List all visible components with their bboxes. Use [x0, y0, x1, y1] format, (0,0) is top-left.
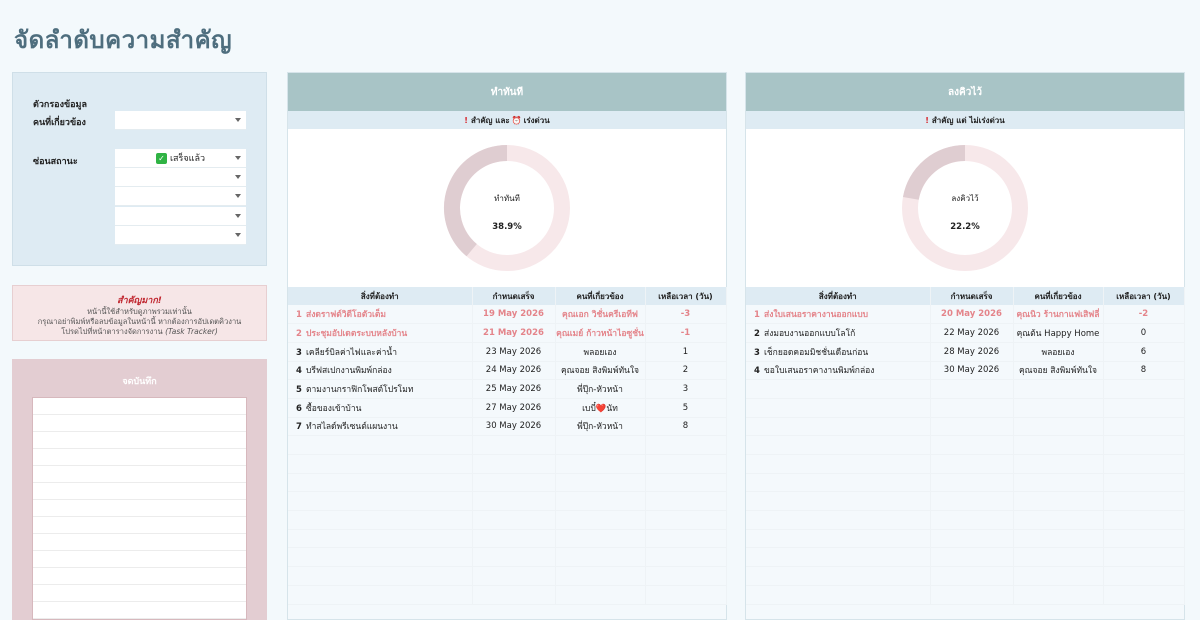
empty-cell — [930, 548, 1013, 567]
empty-cell — [746, 417, 930, 436]
chevron-down-icon — [235, 233, 241, 237]
donut-svg — [288, 129, 726, 287]
section-subheader — [288, 111, 726, 129]
empty-cell — [645, 529, 726, 548]
empty-cell — [555, 473, 645, 492]
warning-line-2: กรุณาอย่าพิมพ์หรือลบข้อมูลในหน้านี้ หากต้องการอัปเดตคิวงาน — [37, 317, 242, 326]
empty-cell — [1103, 567, 1184, 586]
column-header: คนที่เกี่ยวข้อง — [1013, 287, 1103, 305]
task-name: ส่งใบเสนอราคางานออกแบบ — [764, 310, 869, 321]
column-header: เหลือเวลา (วัน) — [645, 287, 726, 305]
empty-cell — [930, 492, 1013, 511]
task-name-cell — [288, 380, 472, 399]
empty-cell — [288, 473, 472, 492]
person-cell: พี่ปุ๊ก-หัวหน้า — [555, 417, 645, 436]
row-number: 1 — [754, 310, 760, 321]
table-row — [288, 305, 726, 324]
empty-row — [746, 417, 1184, 436]
table-row — [288, 342, 726, 361]
empty-cell — [1013, 473, 1103, 492]
due-date-cell: 28 May 2026 — [930, 342, 1013, 361]
task-name: ประชุมอัปเดตระบบหลังบ้าน — [306, 329, 408, 340]
empty-row — [288, 567, 726, 586]
hide-status-dropdown-3[interactable] — [115, 187, 246, 206]
empty-cell — [288, 492, 472, 511]
empty-cell — [1103, 492, 1184, 511]
warning-line-3 — [13, 327, 266, 337]
empty-cell — [288, 529, 472, 548]
empty-row — [746, 567, 1184, 586]
empty-cell — [1013, 492, 1103, 511]
empty-cell — [746, 548, 930, 567]
empty-cell — [1103, 417, 1184, 436]
empty-cell — [472, 511, 555, 530]
exclamation-icon: ! — [464, 115, 468, 125]
empty-cell — [1103, 436, 1184, 455]
person-cell: คุณต้น Happy Home — [1013, 324, 1103, 343]
empty-cell — [1013, 380, 1103, 399]
table-header-row — [288, 287, 726, 305]
person-filter-dropdown[interactable] — [115, 111, 246, 130]
empty-cell — [1103, 398, 1184, 417]
empty-row — [288, 585, 726, 604]
task-name: ทำสไลด์พรีเซนต์แผนงาน — [306, 422, 398, 433]
days-left-cell: -1 — [645, 324, 726, 343]
empty-cell — [472, 473, 555, 492]
empty-cell — [472, 529, 555, 548]
empty-cell — [1013, 567, 1103, 586]
empty-cell — [555, 529, 645, 548]
warning-panel — [12, 285, 267, 341]
due-date-cell: 19 May 2026 — [472, 305, 555, 324]
column-header: สิ่งที่ต้องทำ — [746, 287, 930, 305]
task-name: เช็กยอดคอมมิชชั่นเดือนก่อน — [764, 347, 869, 358]
task-name-cell — [288, 342, 472, 361]
task-name-cell — [288, 417, 472, 436]
empty-cell — [1103, 455, 1184, 474]
empty-cell — [930, 473, 1013, 492]
empty-cell — [746, 455, 930, 474]
task-name: ส่งดราฟต์วิดีโอตัวเต็ม — [306, 310, 387, 321]
table-row — [746, 305, 1184, 324]
hide-status-label: ซ่อนสถานะ — [33, 157, 78, 167]
empty-cell — [645, 492, 726, 511]
empty-cell — [472, 567, 555, 586]
empty-cell — [1013, 398, 1103, 417]
empty-row — [746, 398, 1184, 417]
task-name-cell — [746, 342, 930, 361]
empty-row — [746, 455, 1184, 474]
empty-cell — [930, 567, 1013, 586]
donut-percent: 22.2% — [950, 222, 980, 232]
empty-cell — [1013, 548, 1103, 567]
empty-row — [288, 548, 726, 567]
notes-textarea[interactable] — [32, 397, 247, 620]
empty-row — [288, 529, 726, 548]
donut-label: ลงคิวไว้ — [951, 194, 979, 203]
hide-status-dropdown-4[interactable] — [115, 207, 246, 226]
empty-row — [288, 436, 726, 455]
donut-percent: 38.9% — [492, 222, 522, 232]
task-name: เคลียร์บิลค่าไฟและค่าน้ำ — [306, 347, 397, 358]
empty-cell — [746, 567, 930, 586]
warning-title: สำคัญมาก! — [117, 296, 162, 306]
empty-row — [288, 511, 726, 530]
due-date-cell: 24 May 2026 — [472, 361, 555, 380]
empty-cell — [1013, 455, 1103, 474]
table-row — [746, 342, 1184, 361]
task-name-cell — [746, 361, 930, 380]
filter-panel — [12, 72, 267, 266]
warning-line-3-text: โปรดไปที่หน้าตารางจัดการงาน — [61, 327, 163, 336]
due-date-cell: 22 May 2026 — [930, 324, 1013, 343]
column-header: สิ่งที่ต้องทำ — [288, 287, 472, 305]
donut-chart — [288, 129, 726, 287]
empty-cell — [1013, 417, 1103, 436]
chevron-down-icon — [235, 194, 241, 198]
empty-cell — [555, 567, 645, 586]
empty-cell — [930, 511, 1013, 530]
empty-cell — [1103, 585, 1184, 604]
empty-cell — [1103, 548, 1184, 567]
table-row — [288, 417, 726, 436]
hide-status-value-1: เสร็จแล้ว — [169, 154, 206, 164]
days-left-cell: 1 — [645, 342, 726, 361]
empty-cell — [746, 529, 930, 548]
task-name-cell — [288, 361, 472, 380]
task-name-cell — [746, 305, 930, 324]
empty-cell — [930, 417, 1013, 436]
empty-cell — [555, 548, 645, 567]
section-do-now — [287, 72, 727, 620]
row-number: 5 — [296, 385, 302, 396]
task-name-cell — [288, 398, 472, 417]
subheader-suffix: เร่งด่วน — [523, 115, 550, 125]
row-number: 2 — [754, 329, 760, 340]
empty-cell — [645, 585, 726, 604]
donut-chart — [746, 129, 1184, 287]
empty-cell — [472, 585, 555, 604]
column-header: เหลือเวลา (วัน) — [1103, 287, 1184, 305]
task-table — [746, 287, 1185, 605]
empty-cell — [1013, 436, 1103, 455]
empty-cell — [1103, 529, 1184, 548]
task-name: ขอใบเสนอราคางานพิมพ์กล่อง — [764, 366, 875, 377]
notes-panel — [12, 359, 267, 620]
task-name: ตามงานกราฟิกโพสต์โปรโมท — [306, 385, 414, 396]
table-row — [288, 361, 726, 380]
days-left-cell: 6 — [1103, 342, 1184, 361]
warning-line-1: หน้านี้ใช้สำหรับดูภาพรวมเท่านั้น — [87, 307, 192, 316]
due-date-cell: 20 May 2026 — [930, 305, 1013, 324]
subheader-prefix: สำคัญ และ — [470, 115, 510, 125]
empty-row — [746, 473, 1184, 492]
days-left-cell: -2 — [1103, 305, 1184, 324]
column-header: กำหนดเสร็จ — [930, 287, 1013, 305]
donut-label: ทำทันที — [494, 194, 520, 203]
page-title: จัดลำดับความสำคัญ — [14, 26, 233, 54]
empty-cell — [555, 585, 645, 604]
person-filter-label: คนที่เกี่ยวข้อง — [33, 118, 86, 128]
exclamation-icon: ! — [925, 115, 929, 125]
empty-row — [288, 492, 726, 511]
chevron-down-icon — [235, 156, 241, 160]
person-cell: เบบี๋❤️นัท — [555, 398, 645, 417]
person-cell: คุณนิว ร้านกาแฟเสิฟลี่ — [1013, 305, 1103, 324]
chevron-down-icon — [235, 214, 241, 218]
column-header: คนที่เกี่ยวข้อง — [555, 287, 645, 305]
empty-row — [746, 548, 1184, 567]
person-cell: พี่ปุ๊ก-หัวหน้า — [555, 380, 645, 399]
empty-cell — [746, 492, 930, 511]
column-header: กำหนดเสร็จ — [472, 287, 555, 305]
empty-cell — [746, 511, 930, 530]
row-number: 3 — [296, 347, 302, 358]
person-cell: คุณจอย สิงพิมพ์ทันใจ — [555, 361, 645, 380]
person-cell: คุณเมย์ ก้าวหน้าไอซูชั่น — [555, 324, 645, 343]
task-table — [288, 287, 727, 605]
task-name: ส่งมอบงานออกแบบโลโก้ — [764, 329, 856, 340]
table-row — [746, 361, 1184, 380]
empty-cell — [472, 455, 555, 474]
empty-cell — [746, 398, 930, 417]
filter-heading: ตัวกรองข้อมูล — [33, 100, 87, 110]
hide-status-dropdown-2[interactable] — [115, 168, 246, 187]
task-name-cell — [746, 324, 930, 343]
empty-cell — [930, 380, 1013, 399]
empty-cell — [930, 455, 1013, 474]
section-subheader — [746, 111, 1184, 129]
task-name-cell — [288, 305, 472, 324]
alarm-clock-icon: ⏰ — [511, 115, 522, 125]
row-number: 7 — [296, 422, 302, 433]
empty-cell — [645, 436, 726, 455]
empty-cell — [645, 511, 726, 530]
due-date-cell: 30 May 2026 — [930, 361, 1013, 380]
empty-cell — [288, 567, 472, 586]
empty-cell — [1013, 511, 1103, 530]
empty-row — [746, 511, 1184, 530]
empty-row — [746, 529, 1184, 548]
due-date-cell: 27 May 2026 — [472, 398, 555, 417]
empty-row — [746, 436, 1184, 455]
empty-cell — [645, 473, 726, 492]
empty-cell — [1103, 511, 1184, 530]
empty-cell — [555, 455, 645, 474]
empty-cell — [746, 436, 930, 455]
due-date-cell: 23 May 2026 — [472, 342, 555, 361]
person-cell: คุณเอก วิชั่นครีเอทีฟ — [555, 305, 645, 324]
row-number: 6 — [296, 403, 302, 414]
row-number: 3 — [754, 347, 760, 358]
row-number: 2 — [296, 329, 302, 340]
person-cell: คุณจอย สิงพิมพ์ทันใจ — [1013, 361, 1103, 380]
empty-row — [746, 380, 1184, 399]
empty-cell — [746, 473, 930, 492]
chevron-down-icon — [235, 118, 241, 122]
empty-cell — [930, 398, 1013, 417]
check-mark-icon: ✓ — [156, 153, 167, 164]
chevron-down-icon — [235, 175, 241, 179]
empty-row — [746, 585, 1184, 604]
row-number: 4 — [296, 366, 302, 377]
task-name-cell — [288, 324, 472, 343]
section-header: ทำทันที — [288, 73, 726, 111]
empty-cell — [930, 436, 1013, 455]
empty-cell — [645, 567, 726, 586]
empty-cell — [1103, 473, 1184, 492]
empty-row — [746, 492, 1184, 511]
empty-cell — [288, 585, 472, 604]
row-number: 4 — [754, 366, 760, 377]
empty-cell — [746, 380, 930, 399]
hide-status-dropdown-1[interactable] — [115, 149, 246, 168]
person-cell: พลอยเอง — [1013, 342, 1103, 361]
empty-cell — [288, 455, 472, 474]
empty-cell — [1013, 529, 1103, 548]
warning-line-3-italic: (Task Tracker) — [165, 327, 218, 336]
days-left-cell: 2 — [645, 361, 726, 380]
empty-cell — [645, 455, 726, 474]
notes-title: จดบันทึก — [122, 377, 157, 387]
empty-cell — [930, 529, 1013, 548]
days-left-cell: 0 — [1103, 324, 1184, 343]
empty-cell — [1013, 585, 1103, 604]
empty-cell — [555, 492, 645, 511]
empty-cell — [1103, 380, 1184, 399]
empty-cell — [472, 548, 555, 567]
donut-svg — [746, 129, 1184, 287]
table-header-row — [746, 287, 1184, 305]
empty-cell — [288, 548, 472, 567]
table-row — [746, 324, 1184, 343]
person-cell: พลอยเอง — [555, 342, 645, 361]
empty-cell — [645, 548, 726, 567]
section-header: ลงคิวไว้ — [746, 73, 1184, 111]
empty-cell — [288, 511, 472, 530]
empty-row — [288, 455, 726, 474]
days-left-cell: 8 — [645, 417, 726, 436]
days-left-cell: 8 — [1103, 361, 1184, 380]
empty-cell — [555, 511, 645, 530]
row-number: 1 — [296, 310, 302, 321]
table-row — [288, 398, 726, 417]
due-date-cell: 30 May 2026 — [472, 417, 555, 436]
days-left-cell: 3 — [645, 380, 726, 399]
empty-cell — [472, 492, 555, 511]
empty-cell — [746, 585, 930, 604]
task-name: บรีฟสเปกงานพิมพ์กล่อง — [306, 366, 392, 377]
empty-cell — [472, 436, 555, 455]
subheader-prefix: สำคัญ แต่ ไม่เร่งด่วน — [931, 115, 1005, 125]
table-row — [288, 324, 726, 343]
task-name: ซื้อของเข้าบ้าน — [306, 403, 362, 414]
days-left-cell: 5 — [645, 398, 726, 417]
table-row — [288, 380, 726, 399]
due-date-cell: 21 May 2026 — [472, 324, 555, 343]
days-left-cell: -3 — [645, 305, 726, 324]
due-date-cell: 25 May 2026 — [472, 380, 555, 399]
hide-status-dropdown-5[interactable] — [115, 226, 246, 245]
empty-cell — [288, 436, 472, 455]
empty-cell — [555, 436, 645, 455]
empty-row — [288, 473, 726, 492]
section-schedule — [745, 72, 1185, 620]
empty-cell — [930, 585, 1013, 604]
